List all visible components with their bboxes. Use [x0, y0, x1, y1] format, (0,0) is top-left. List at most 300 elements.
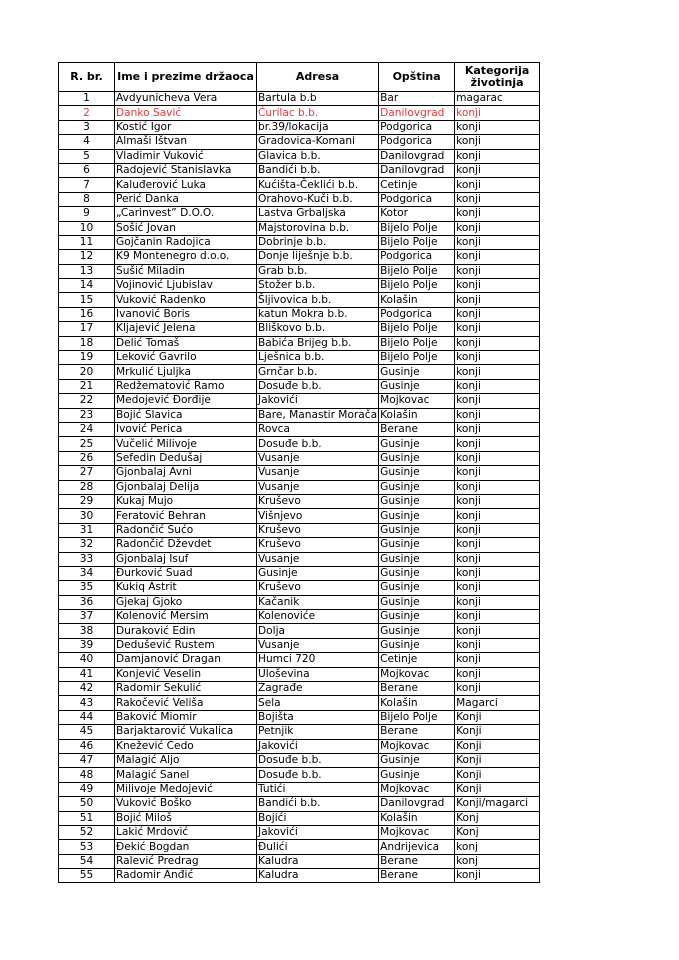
cell-holder-name: Kukaj Mujo: [115, 494, 257, 508]
cell-animal-category: konji: [455, 509, 540, 523]
cell-row-number: 48: [59, 768, 115, 782]
cell-holder-name: Ivović Perica: [115, 422, 257, 436]
cell-municipality: Kotor: [379, 207, 455, 221]
cell-municipality: Gusinje: [379, 595, 455, 609]
cell-holder-name: Milivoje Medojević: [115, 782, 257, 796]
table-row: [59, 797, 540, 811]
cell-holder-name: Leković Gavrilo: [115, 351, 257, 365]
cell-holder-name: Rakočević Veliša: [115, 696, 257, 710]
cell-animal-category: konji: [455, 178, 540, 192]
cell-municipality: Gusinje: [379, 566, 455, 580]
cell-holder-name: Gjonbalaj Avni: [115, 466, 257, 480]
cell-row-number: 13: [59, 264, 115, 278]
cell-animal-category: Konji: [455, 739, 540, 753]
table-row: [59, 581, 540, 595]
table-row: [59, 696, 540, 710]
cell-municipality: Berane: [379, 854, 455, 868]
table-row: [59, 682, 540, 696]
cell-municipality: Cetinje: [379, 178, 455, 192]
cell-address: Vusanje: [257, 552, 379, 566]
cell-animal-category: konji: [455, 192, 540, 206]
cell-address: Gusinje: [257, 566, 379, 580]
cell-address: Petnjik: [257, 725, 379, 739]
cell-animal-category: konji: [455, 106, 540, 120]
table-row: [59, 336, 540, 350]
cell-animal-category: magarac: [455, 92, 540, 106]
cell-municipality: Podgorica: [379, 120, 455, 134]
cell-municipality: Cetinje: [379, 653, 455, 667]
cell-animal-category: konji: [455, 365, 540, 379]
table-row: [59, 422, 540, 436]
cell-animal-category: konji: [455, 135, 540, 149]
cell-animal-category: konji: [455, 437, 540, 451]
cell-municipality: Podgorica: [379, 250, 455, 264]
cell-holder-name: Mrkulić Ljuljka: [115, 365, 257, 379]
cell-municipality: Gusinje: [379, 509, 455, 523]
cell-animal-category: konj: [455, 840, 540, 854]
cell-row-number: 16: [59, 307, 115, 321]
cell-municipality: Podgorica: [379, 192, 455, 206]
cell-row-number: 14: [59, 279, 115, 293]
cell-row-number: 21: [59, 379, 115, 393]
cell-row-number: 37: [59, 610, 115, 624]
cell-row-number: 6: [59, 163, 115, 177]
header-category: Kategorija životinja: [455, 63, 540, 92]
cell-row-number: 2: [59, 106, 115, 120]
cell-address: Uloševina: [257, 667, 379, 681]
cell-animal-category: konji: [455, 451, 540, 465]
cell-row-number: 19: [59, 351, 115, 365]
cell-holder-name: Lakić Mrdović: [115, 825, 257, 839]
cell-row-number: 43: [59, 696, 115, 710]
cell-holder-name: Kostić Igor: [115, 120, 257, 134]
cell-municipality: Gusinje: [379, 610, 455, 624]
cell-row-number: 22: [59, 394, 115, 408]
cell-municipality: Gusinje: [379, 451, 455, 465]
cell-holder-name: Danko Savić: [115, 106, 257, 120]
table-row: [59, 235, 540, 249]
cell-row-number: 4: [59, 135, 115, 149]
cell-animal-category: konji: [455, 494, 540, 508]
table-row: [59, 207, 540, 221]
cell-holder-name: Dedušević Rustem: [115, 638, 257, 652]
cell-row-number: 41: [59, 667, 115, 681]
cell-municipality: Bijelo Polje: [379, 322, 455, 336]
cell-holder-name: Vladimir Vuković: [115, 149, 257, 163]
table-row: [59, 379, 540, 393]
cell-holder-name: Feratović Behran: [115, 509, 257, 523]
cell-municipality: Bijelo Polje: [379, 279, 455, 293]
cell-address: Rovca: [257, 422, 379, 436]
cell-animal-category: konji: [455, 235, 540, 249]
cell-holder-name: Đekić Bogdan: [115, 840, 257, 854]
table-row: [59, 480, 540, 494]
cell-address: Vusanje: [257, 638, 379, 652]
table-row: [59, 365, 540, 379]
cell-address: Vusanje: [257, 466, 379, 480]
cell-row-number: 50: [59, 797, 115, 811]
cell-holder-name: Ralević Predrag: [115, 854, 257, 868]
cell-municipality: Gusinje: [379, 365, 455, 379]
table-row: [59, 538, 540, 552]
cell-address: Glavica b.b.: [257, 149, 379, 163]
table-row: [59, 566, 540, 580]
cell-animal-category: konji: [455, 149, 540, 163]
cell-holder-name: „Carinvest” D.O.O.: [115, 207, 257, 221]
cell-row-number: 45: [59, 725, 115, 739]
table-row: [59, 322, 540, 336]
cell-address: Bare, Manastir Morača: [258, 408, 378, 421]
table-row: [59, 782, 540, 796]
cell-animal-category: Konji: [455, 753, 540, 767]
cell-address: Jakovići: [257, 825, 379, 839]
cell-animal-category: konji: [455, 207, 540, 221]
table-row: [59, 725, 540, 739]
cell-address: Kačanik: [257, 595, 379, 609]
cell-animal-category: konji: [455, 466, 540, 480]
table-row: [59, 552, 540, 566]
cell-municipality: Gusinje: [379, 581, 455, 595]
cell-holder-name: Gjonbalaj Delija: [115, 480, 257, 494]
cell-animal-category: konji: [455, 250, 540, 264]
cell-municipality: Danilovgrad: [379, 797, 455, 811]
cell-address: Jakovići: [257, 394, 379, 408]
cell-municipality: Gusinje: [379, 552, 455, 566]
table-row: [59, 739, 540, 753]
cell-municipality: Podgorica: [379, 307, 455, 321]
cell-row-number: 31: [59, 523, 115, 537]
cell-row-number: 42: [59, 682, 115, 696]
table-row: [59, 451, 540, 465]
cell-municipality: Kolašin: [379, 811, 455, 825]
cell-holder-name: K9 Montenegro d.o.o.: [115, 250, 257, 264]
cell-address: Lješnica b.b.: [257, 351, 379, 365]
cell-animal-category: konji: [455, 581, 540, 595]
cell-holder-name: Sefedin Dedušaj: [115, 451, 257, 465]
cell-row-number: 53: [59, 840, 115, 854]
cell-holder-name: Malagić Aljo: [115, 753, 257, 767]
header-rbr: R. br.: [59, 63, 115, 92]
cell-address: Dosuđe b.b.: [257, 379, 379, 393]
cell-animal-category: konji: [455, 538, 540, 552]
cell-animal-category: konji: [455, 653, 540, 667]
cell-holder-name: Kaluđerović Luka: [115, 178, 257, 192]
cell-animal-category: konji: [455, 566, 540, 580]
header-name: Ime i prezime držaoca: [115, 63, 257, 92]
cell-animal-category: konji: [455, 264, 540, 278]
cell-animal-category: konji: [455, 163, 540, 177]
cell-municipality: Gusinje: [379, 638, 455, 652]
cell-animal-category: Konji: [455, 768, 540, 782]
cell-holder-name: Kukiq Astrit: [115, 581, 257, 595]
cell-address: Kaludra: [257, 854, 379, 868]
cell-municipality: Danilovgrad: [379, 149, 455, 163]
table-row: [59, 394, 540, 408]
cell-row-number: 25: [59, 437, 115, 451]
cell-municipality: Mojkovac: [379, 394, 455, 408]
cell-animal-category: konji: [455, 120, 540, 134]
cell-municipality: Gusinje: [379, 379, 455, 393]
cell-municipality: Bar: [379, 92, 455, 106]
table-row: [59, 667, 540, 681]
cell-municipality: Berane: [379, 682, 455, 696]
cell-holder-name: Ivanović Boris: [115, 307, 257, 321]
cell-address: Lastva Grbaljska: [257, 207, 379, 221]
cell-animal-category: konji: [455, 221, 540, 235]
table-row: [59, 869, 540, 883]
cell-row-number: 8: [59, 192, 115, 206]
cell-animal-category: Konji/magarci: [455, 797, 540, 811]
cell-municipality: Podgorica: [379, 135, 455, 149]
cell-municipality: Gusinje: [379, 466, 455, 480]
cell-address: Bliškovo b.b.: [257, 322, 379, 336]
cell-holder-name: Perić Danka: [115, 192, 257, 206]
cell-animal-category: konji: [455, 293, 540, 307]
table-row: [59, 768, 540, 782]
cell-holder-name: Gjonbalaj Isuf: [115, 552, 257, 566]
cell-holder-name: Kljajević Jelena: [115, 322, 257, 336]
cell-address: Majstorovina b.b.: [257, 221, 379, 235]
cell-address: Dosuđe b.b.: [257, 768, 379, 782]
cell-row-number: 54: [59, 854, 115, 868]
cell-municipality: Bijelo Polje: [379, 264, 455, 278]
table-row: [59, 753, 540, 767]
cell-address: Kaludra: [257, 869, 379, 883]
cell-address: Zagrađe: [257, 682, 379, 696]
cell-address: katun Mokra b.b.: [257, 307, 379, 321]
cell-row-number: 46: [59, 739, 115, 753]
cell-row-number: 18: [59, 336, 115, 350]
cell-municipality: Gusinje: [379, 753, 455, 767]
cell-row-number: 40: [59, 653, 115, 667]
cell-address: Višnjevo: [257, 509, 379, 523]
table-row: [59, 624, 540, 638]
cell-row-number: 39: [59, 638, 115, 652]
cell-municipality: Gusinje: [379, 437, 455, 451]
cell-address: Kruševo: [257, 538, 379, 552]
cell-municipality: Kolašin: [379, 293, 455, 307]
table-row: [59, 638, 540, 652]
cell-animal-category: konji: [455, 336, 540, 350]
cell-address: Stožer b.b.: [257, 279, 379, 293]
table-row: [59, 264, 540, 278]
cell-holder-name: Radomir Sekulić: [115, 682, 257, 696]
cell-address: Kućišta-Čeklići b.b.: [257, 178, 379, 192]
cell-holder-name: Bojić Slavica: [115, 408, 257, 422]
cell-address: Bandići b.b.: [257, 797, 379, 811]
cell-animal-category: konji: [455, 667, 540, 681]
cell-animal-category: konji: [455, 307, 540, 321]
cell-row-number: 30: [59, 509, 115, 523]
cell-address: Dosuđe b.b.: [257, 753, 379, 767]
cell-address: Humci 720: [257, 653, 379, 667]
cell-holder-name: Kolenović Mersim: [115, 610, 257, 624]
cell-animal-category: konji: [455, 322, 540, 336]
cell-row-number: 9: [59, 207, 115, 221]
table-row: [59, 250, 540, 264]
table-row: [59, 106, 540, 120]
table-row: [59, 120, 540, 134]
cell-animal-category: konji: [455, 624, 540, 638]
header-municipality: Opština: [379, 63, 455, 92]
cell-holder-name: Baković Miomir: [115, 710, 257, 724]
cell-address: Kolenoviće: [257, 610, 379, 624]
cell-municipality: Berane: [379, 422, 455, 436]
cell-animal-category: Konji: [455, 710, 540, 724]
cell-address: Grnčar b.b.: [257, 365, 379, 379]
cell-animal-category: Konji: [455, 782, 540, 796]
cell-row-number: 47: [59, 753, 115, 767]
cell-municipality: Bijelo Polje: [379, 235, 455, 249]
cell-row-number: 29: [59, 494, 115, 508]
table-row: [59, 595, 540, 609]
cell-holder-name: Radončić Šućo: [115, 523, 257, 537]
cell-municipality: Kolašin: [379, 696, 455, 710]
cell-row-number: 32: [59, 538, 115, 552]
cell-animal-category: konji: [455, 638, 540, 652]
cell-holder-name: Gjekaj Gjoko: [115, 595, 257, 609]
cell-address: Bandići b.b.: [257, 163, 379, 177]
cell-animal-category: konji: [455, 523, 540, 537]
cell-address: Orahovo-Kuči b.b.: [257, 192, 379, 206]
cell-row-number: 35: [59, 581, 115, 595]
table-row: [59, 192, 540, 206]
cell-municipality: Mojkovac: [379, 739, 455, 753]
table-row: [59, 854, 540, 868]
cell-animal-category: konji: [455, 682, 540, 696]
cell-address: Tutići: [257, 782, 379, 796]
cell-animal-category: konji: [455, 480, 540, 494]
cell-holder-name: Vučelić Milivoje: [115, 437, 257, 451]
cell-holder-name: Medojević Đorđije: [115, 394, 257, 408]
cell-municipality: Gusinje: [379, 768, 455, 782]
cell-animal-category: konji: [455, 379, 540, 393]
cell-animal-category: konji: [455, 394, 540, 408]
cell-municipality: Gusinje: [379, 523, 455, 537]
cell-holder-name: Redžematović Ramo: [115, 379, 257, 393]
cell-holder-name: Duraković Edin: [115, 624, 257, 638]
table-row: [59, 610, 540, 624]
cell-holder-name: Malagić Sanel: [115, 768, 257, 782]
cell-municipality: Gusinje: [379, 494, 455, 508]
cell-municipality: Bijelo Polje: [379, 710, 455, 724]
cell-animal-category: Magarci: [455, 696, 540, 710]
cell-holder-name: Radončić Dževdet: [115, 538, 257, 552]
livestock-registry-table: [58, 62, 540, 883]
cell-row-number: 15: [59, 293, 115, 307]
cell-animal-category: konji: [455, 408, 540, 422]
cell-row-number: 20: [59, 365, 115, 379]
cell-row-number: 26: [59, 451, 115, 465]
cell-row-number: 27: [59, 466, 115, 480]
cell-address: Bojići: [257, 811, 379, 825]
cell-holder-name: Almaši Ištvan: [115, 135, 257, 149]
cell-animal-category: konji: [455, 552, 540, 566]
cell-holder-name: Sošić Jovan: [115, 221, 257, 235]
table-row: [59, 523, 540, 537]
cell-row-number: 5: [59, 149, 115, 163]
cell-row-number: 11: [59, 235, 115, 249]
cell-row-number: 49: [59, 782, 115, 796]
table-row: [59, 307, 540, 321]
table-row: [59, 710, 540, 724]
table-row: [59, 135, 540, 149]
cell-holder-name: Damjanović Dragan: [115, 653, 257, 667]
cell-animal-category: konji: [455, 610, 540, 624]
cell-municipality: Danilovgrad: [379, 163, 455, 177]
table-row: [59, 494, 540, 508]
cell-address: Dosuđe b.b.: [257, 437, 379, 451]
table-row: [59, 178, 540, 192]
cell-municipality: Gusinje: [379, 624, 455, 638]
cell-address: br.39/lokacija: [257, 120, 379, 134]
table-row: [59, 437, 540, 451]
table-row: [59, 92, 540, 106]
cell-holder-name: Knežević Čedo: [115, 739, 257, 753]
table-row: [59, 840, 540, 854]
table-row: [59, 163, 540, 177]
cell-row-number: 23: [59, 408, 115, 422]
cell-holder-name: Đurković Suad: [115, 566, 257, 580]
cell-address: Bojišta: [257, 710, 379, 724]
cell-municipality: Kolašin: [379, 408, 455, 422]
table-row: [59, 279, 540, 293]
table-row: [59, 408, 540, 422]
cell-address: Sela: [257, 696, 379, 710]
cell-row-number: 7: [59, 178, 115, 192]
cell-animal-category: konji: [455, 869, 540, 883]
cell-row-number: 51: [59, 811, 115, 825]
cell-row-number: 1: [59, 92, 115, 106]
cell-row-number: 52: [59, 825, 115, 839]
cell-municipality: Bijelo Polje: [379, 221, 455, 235]
cell-animal-category: Konj: [455, 811, 540, 825]
table-row: [59, 811, 540, 825]
cell-holder-name: Delić Tomaš: [115, 336, 257, 350]
cell-address: Donje lijеšnje b.b.: [257, 250, 379, 264]
cell-holder-name: Bojić Miloš: [115, 811, 257, 825]
cell-municipality: Mojkovac: [379, 825, 455, 839]
table-row: [59, 509, 540, 523]
cell-municipality: Bijelo Polje: [379, 351, 455, 365]
cell-row-number: 3: [59, 120, 115, 134]
header-address: Adresa: [257, 63, 379, 92]
cell-holder-name: Vuković Radenko: [115, 293, 257, 307]
cell-row-number: 12: [59, 250, 115, 264]
cell-address: Dolja: [257, 624, 379, 638]
cell-address: Babića Brijeg b.b.: [257, 336, 379, 350]
cell-row-number: 38: [59, 624, 115, 638]
cell-row-number: 44: [59, 710, 115, 724]
cell-holder-name: Radomir Anđić: [115, 869, 257, 883]
table-header-row: [59, 63, 540, 92]
cell-municipality: Berane: [379, 869, 455, 883]
cell-municipality: Mojkovac: [379, 667, 455, 681]
cell-animal-category: konji: [455, 279, 540, 293]
cell-address: Dobrinje b.b.: [257, 235, 379, 249]
cell-municipality: Gusinje: [379, 538, 455, 552]
cell-address: Kruševo: [257, 494, 379, 508]
cell-address: Đulići: [257, 840, 379, 854]
cell-holder-name: Šušić Miladin: [115, 264, 257, 278]
cell-municipality: Mojkovac: [379, 782, 455, 796]
table-row: [59, 653, 540, 667]
cell-row-number: 10: [59, 221, 115, 235]
cell-animal-category: Konj: [455, 825, 540, 839]
table-row: [59, 149, 540, 163]
cell-holder-name: Radojević Stanislavka: [115, 163, 257, 177]
cell-municipality: Bijelo Polje: [379, 336, 455, 350]
